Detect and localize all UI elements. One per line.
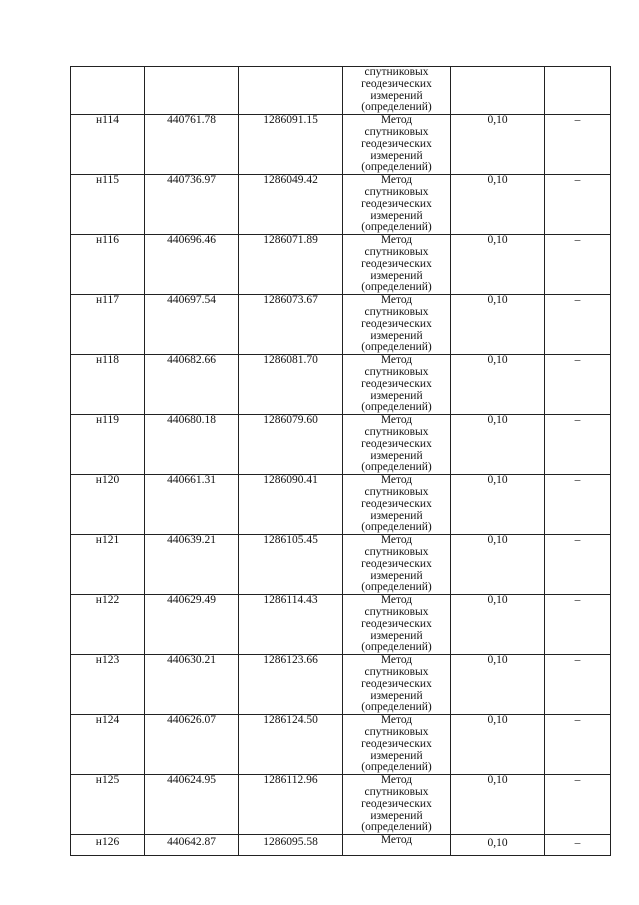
dash-cell — [545, 355, 611, 415]
accuracy-value: 0,10 — [487, 474, 508, 487]
method-line: измерений — [370, 269, 423, 282]
method-cell — [343, 595, 451, 655]
accuracy-cell — [451, 175, 545, 235]
method-line: (определений) — [361, 821, 432, 834]
accuracy-cell: 0,10 — [451, 835, 545, 856]
dash-cell — [545, 595, 611, 655]
method-line: измерений — [370, 209, 423, 222]
table-row-continuation — [71, 67, 611, 115]
dash-cell — [545, 715, 611, 775]
dash-cell — [545, 235, 611, 295]
method-line: спутниковых — [364, 365, 429, 378]
coordinates-table-body — [71, 67, 611, 856]
x-cell: 440642.87 — [145, 835, 239, 856]
dash-cell — [545, 475, 611, 535]
dash-value: – — [574, 414, 581, 427]
method-line: спутниковых — [364, 185, 429, 198]
accuracy-value: 0,10 — [487, 654, 508, 667]
method-line: Метод — [380, 174, 413, 187]
dash-cell — [545, 415, 611, 475]
method-line: (определений) — [361, 521, 432, 534]
accuracy-cell — [451, 475, 545, 535]
x-cell: 440626.07 — [145, 715, 239, 775]
accuracy-value: 0,10 — [487, 534, 508, 547]
method-line: (определений) — [361, 461, 432, 474]
dash-value: – — [574, 534, 581, 547]
method-line: спутниковых — [364, 125, 429, 138]
table-row — [71, 295, 611, 355]
method-line: Метод — [380, 114, 413, 127]
x-cell: 440680.18 — [145, 415, 239, 475]
point-cell: н115 — [71, 175, 145, 235]
method-line: геодезических — [361, 557, 432, 570]
method-line: геодезических — [361, 437, 432, 450]
method-line: (определений) — [361, 761, 432, 774]
dash-cell — [545, 115, 611, 175]
method-line: спутниковых — [364, 785, 429, 798]
accuracy-cell — [451, 115, 545, 175]
table-row — [71, 415, 611, 475]
accuracy-value: 0,10 — [487, 354, 508, 367]
point-cell: н124 — [71, 715, 145, 775]
method-line: спутниковых — [364, 66, 429, 78]
method-line: Метод — [380, 294, 413, 307]
x-cell: 440697.54 — [145, 295, 239, 355]
method-line: измерений — [370, 509, 423, 522]
point-cell: н123 — [71, 655, 145, 715]
method-line: Метод — [380, 534, 413, 547]
method-line: измерений — [370, 749, 423, 762]
accuracy-value: 0,10 — [487, 774, 508, 787]
method-line: измерений — [370, 449, 423, 462]
dash-value: – — [574, 354, 581, 367]
method-cell: Метод — [343, 835, 451, 856]
y-cell: 1286091.15 — [239, 115, 343, 175]
method-cell — [343, 535, 451, 595]
method-cell — [343, 475, 451, 535]
y-cell: 1286073.67 — [239, 295, 343, 355]
method-cell — [343, 67, 451, 115]
accuracy-cell — [451, 235, 545, 295]
x-cell: 440661.31 — [145, 475, 239, 535]
method-line: Метод — [380, 654, 413, 667]
method-cell — [343, 655, 451, 715]
accuracy-cell — [451, 655, 545, 715]
table-row — [71, 535, 611, 595]
table-row — [71, 655, 611, 715]
x-cell — [145, 67, 239, 115]
table-row — [71, 355, 611, 415]
point-cell: н121 — [71, 535, 145, 595]
method-line: Метод — [380, 234, 413, 247]
accuracy-value: 0,10 — [487, 594, 508, 607]
method-cell — [343, 355, 451, 415]
method-line: Метод — [380, 594, 413, 607]
method-cell — [343, 715, 451, 775]
x-cell: 440629.49 — [145, 595, 239, 655]
method-line: спутниковых — [364, 425, 429, 438]
accuracy-cell — [451, 415, 545, 475]
method-line: спутниковых — [364, 605, 429, 618]
accuracy-value: 0,10 — [487, 294, 508, 307]
method-line: измерений — [370, 569, 423, 582]
method-cell — [343, 295, 451, 355]
dash-value: – — [574, 714, 581, 727]
method-line: геодезических — [361, 197, 432, 210]
method-cell — [343, 235, 451, 295]
dash-value: – — [574, 114, 581, 127]
method-cell — [343, 775, 451, 835]
method-line: спутниковых — [364, 305, 429, 318]
dash-value: – — [574, 594, 581, 607]
accuracy-value: 0,10 — [487, 114, 508, 127]
y-cell: 1286123.66 — [239, 655, 343, 715]
method-line: спутниковых — [364, 245, 429, 258]
method-line: (определений) — [361, 341, 432, 354]
method-line: спутниковых — [364, 665, 429, 678]
dash-cell — [545, 67, 611, 115]
x-cell: 440639.21 — [145, 535, 239, 595]
accuracy-value: 0,10 — [487, 414, 508, 427]
y-cell: 1286095.58 — [239, 835, 343, 856]
accuracy-cell — [451, 595, 545, 655]
method-cell — [343, 175, 451, 235]
point-cell: н114 — [71, 115, 145, 175]
y-cell: 1286124.50 — [239, 715, 343, 775]
y-cell — [239, 67, 343, 115]
x-cell: 440624.95 — [145, 775, 239, 835]
point-cell: н116 — [71, 235, 145, 295]
method-line: (определений) — [361, 701, 432, 714]
method-line: Метод — [380, 354, 413, 367]
accuracy-cell — [451, 355, 545, 415]
y-cell: 1286112.96 — [239, 775, 343, 835]
method-line: геодезических — [361, 797, 432, 810]
method-line: измерений — [370, 629, 423, 642]
dash-cell — [545, 775, 611, 835]
method-line: геодезических — [361, 137, 432, 150]
y-cell: 1286079.60 — [239, 415, 343, 475]
method-line: геодезических — [361, 377, 432, 390]
method-line: измерений — [370, 389, 423, 402]
method-line: Метод — [380, 714, 413, 727]
point-cell: н122 — [71, 595, 145, 655]
table-row-last — [71, 835, 611, 856]
method-line: спутниковых — [364, 725, 429, 738]
accuracy-cell — [451, 715, 545, 775]
table-row — [71, 175, 611, 235]
dash-value: – — [574, 234, 581, 247]
y-cell: 1286049.42 — [239, 175, 343, 235]
method-line: геодезических — [361, 317, 432, 330]
x-cell: 440630.21 — [145, 655, 239, 715]
table-row — [71, 115, 611, 175]
point-cell: н117 — [71, 295, 145, 355]
method-line: измерений — [370, 809, 423, 822]
accuracy-value: 0,10 — [487, 174, 508, 187]
y-cell: 1286071.89 — [239, 235, 343, 295]
method-line: измерений — [370, 149, 423, 162]
dash-value: – — [574, 174, 581, 187]
x-cell: 440761.78 — [145, 115, 239, 175]
method-line: Метод — [380, 474, 413, 487]
method-line: Метод — [380, 774, 413, 787]
dash-cell — [545, 535, 611, 595]
y-cell: 1286105.45 — [239, 535, 343, 595]
x-cell: 440736.97 — [145, 175, 239, 235]
table-row — [71, 715, 611, 775]
dash-cell: – — [545, 835, 611, 856]
method-line: геодезических — [361, 77, 432, 90]
method-line: геодезических — [361, 257, 432, 270]
table-row — [71, 775, 611, 835]
accuracy-cell — [451, 295, 545, 355]
method-line: спутниковых — [364, 545, 429, 558]
method-line: геодезических — [361, 677, 432, 690]
method-line: геодезических — [361, 737, 432, 750]
accuracy-value: 0,10 — [487, 234, 508, 247]
method-line: измерений — [370, 689, 423, 702]
method-line: (определений) — [361, 161, 432, 174]
table-row — [71, 595, 611, 655]
accuracy-cell — [451, 67, 545, 115]
method-line: измерений — [370, 89, 423, 102]
table-row — [71, 475, 611, 535]
accuracy-cell — [451, 535, 545, 595]
table-row — [71, 235, 611, 295]
dash-cell — [545, 295, 611, 355]
coordinates-table — [70, 66, 611, 856]
y-cell: 1286081.70 — [239, 355, 343, 415]
method-cell — [343, 115, 451, 175]
method-line: геодезических — [361, 617, 432, 630]
point-cell: н120 — [71, 475, 145, 535]
x-cell: 440682.66 — [145, 355, 239, 415]
method-line: (определений) — [361, 641, 432, 654]
dash-cell — [545, 655, 611, 715]
method-line: (определений) — [361, 281, 432, 294]
dash-value: – — [574, 774, 581, 787]
method-line: (определений) — [361, 221, 432, 234]
method-line: измерений — [370, 329, 423, 342]
method-line: спутниковых — [364, 485, 429, 498]
y-cell: 1286090.41 — [239, 475, 343, 535]
point-cell — [71, 67, 145, 115]
x-cell: 440696.46 — [145, 235, 239, 295]
point-cell: н125 — [71, 775, 145, 835]
y-cell: 1286114.43 — [239, 595, 343, 655]
method-line: (определений) — [361, 101, 432, 114]
accuracy-value: 0,10 — [487, 714, 508, 727]
point-cell: н126 — [71, 835, 145, 856]
method-line: геодезических — [361, 497, 432, 510]
point-cell: н119 — [71, 415, 145, 475]
dash-value: – — [574, 474, 581, 487]
method-cell — [343, 415, 451, 475]
method-line: (определений) — [361, 581, 432, 594]
dash-value: – — [574, 654, 581, 667]
method-line: Метод — [380, 414, 413, 427]
accuracy-cell — [451, 775, 545, 835]
method-line: (определений) — [361, 401, 432, 414]
point-cell: н118 — [71, 355, 145, 415]
dash-cell — [545, 175, 611, 235]
dash-value: – — [574, 294, 581, 307]
